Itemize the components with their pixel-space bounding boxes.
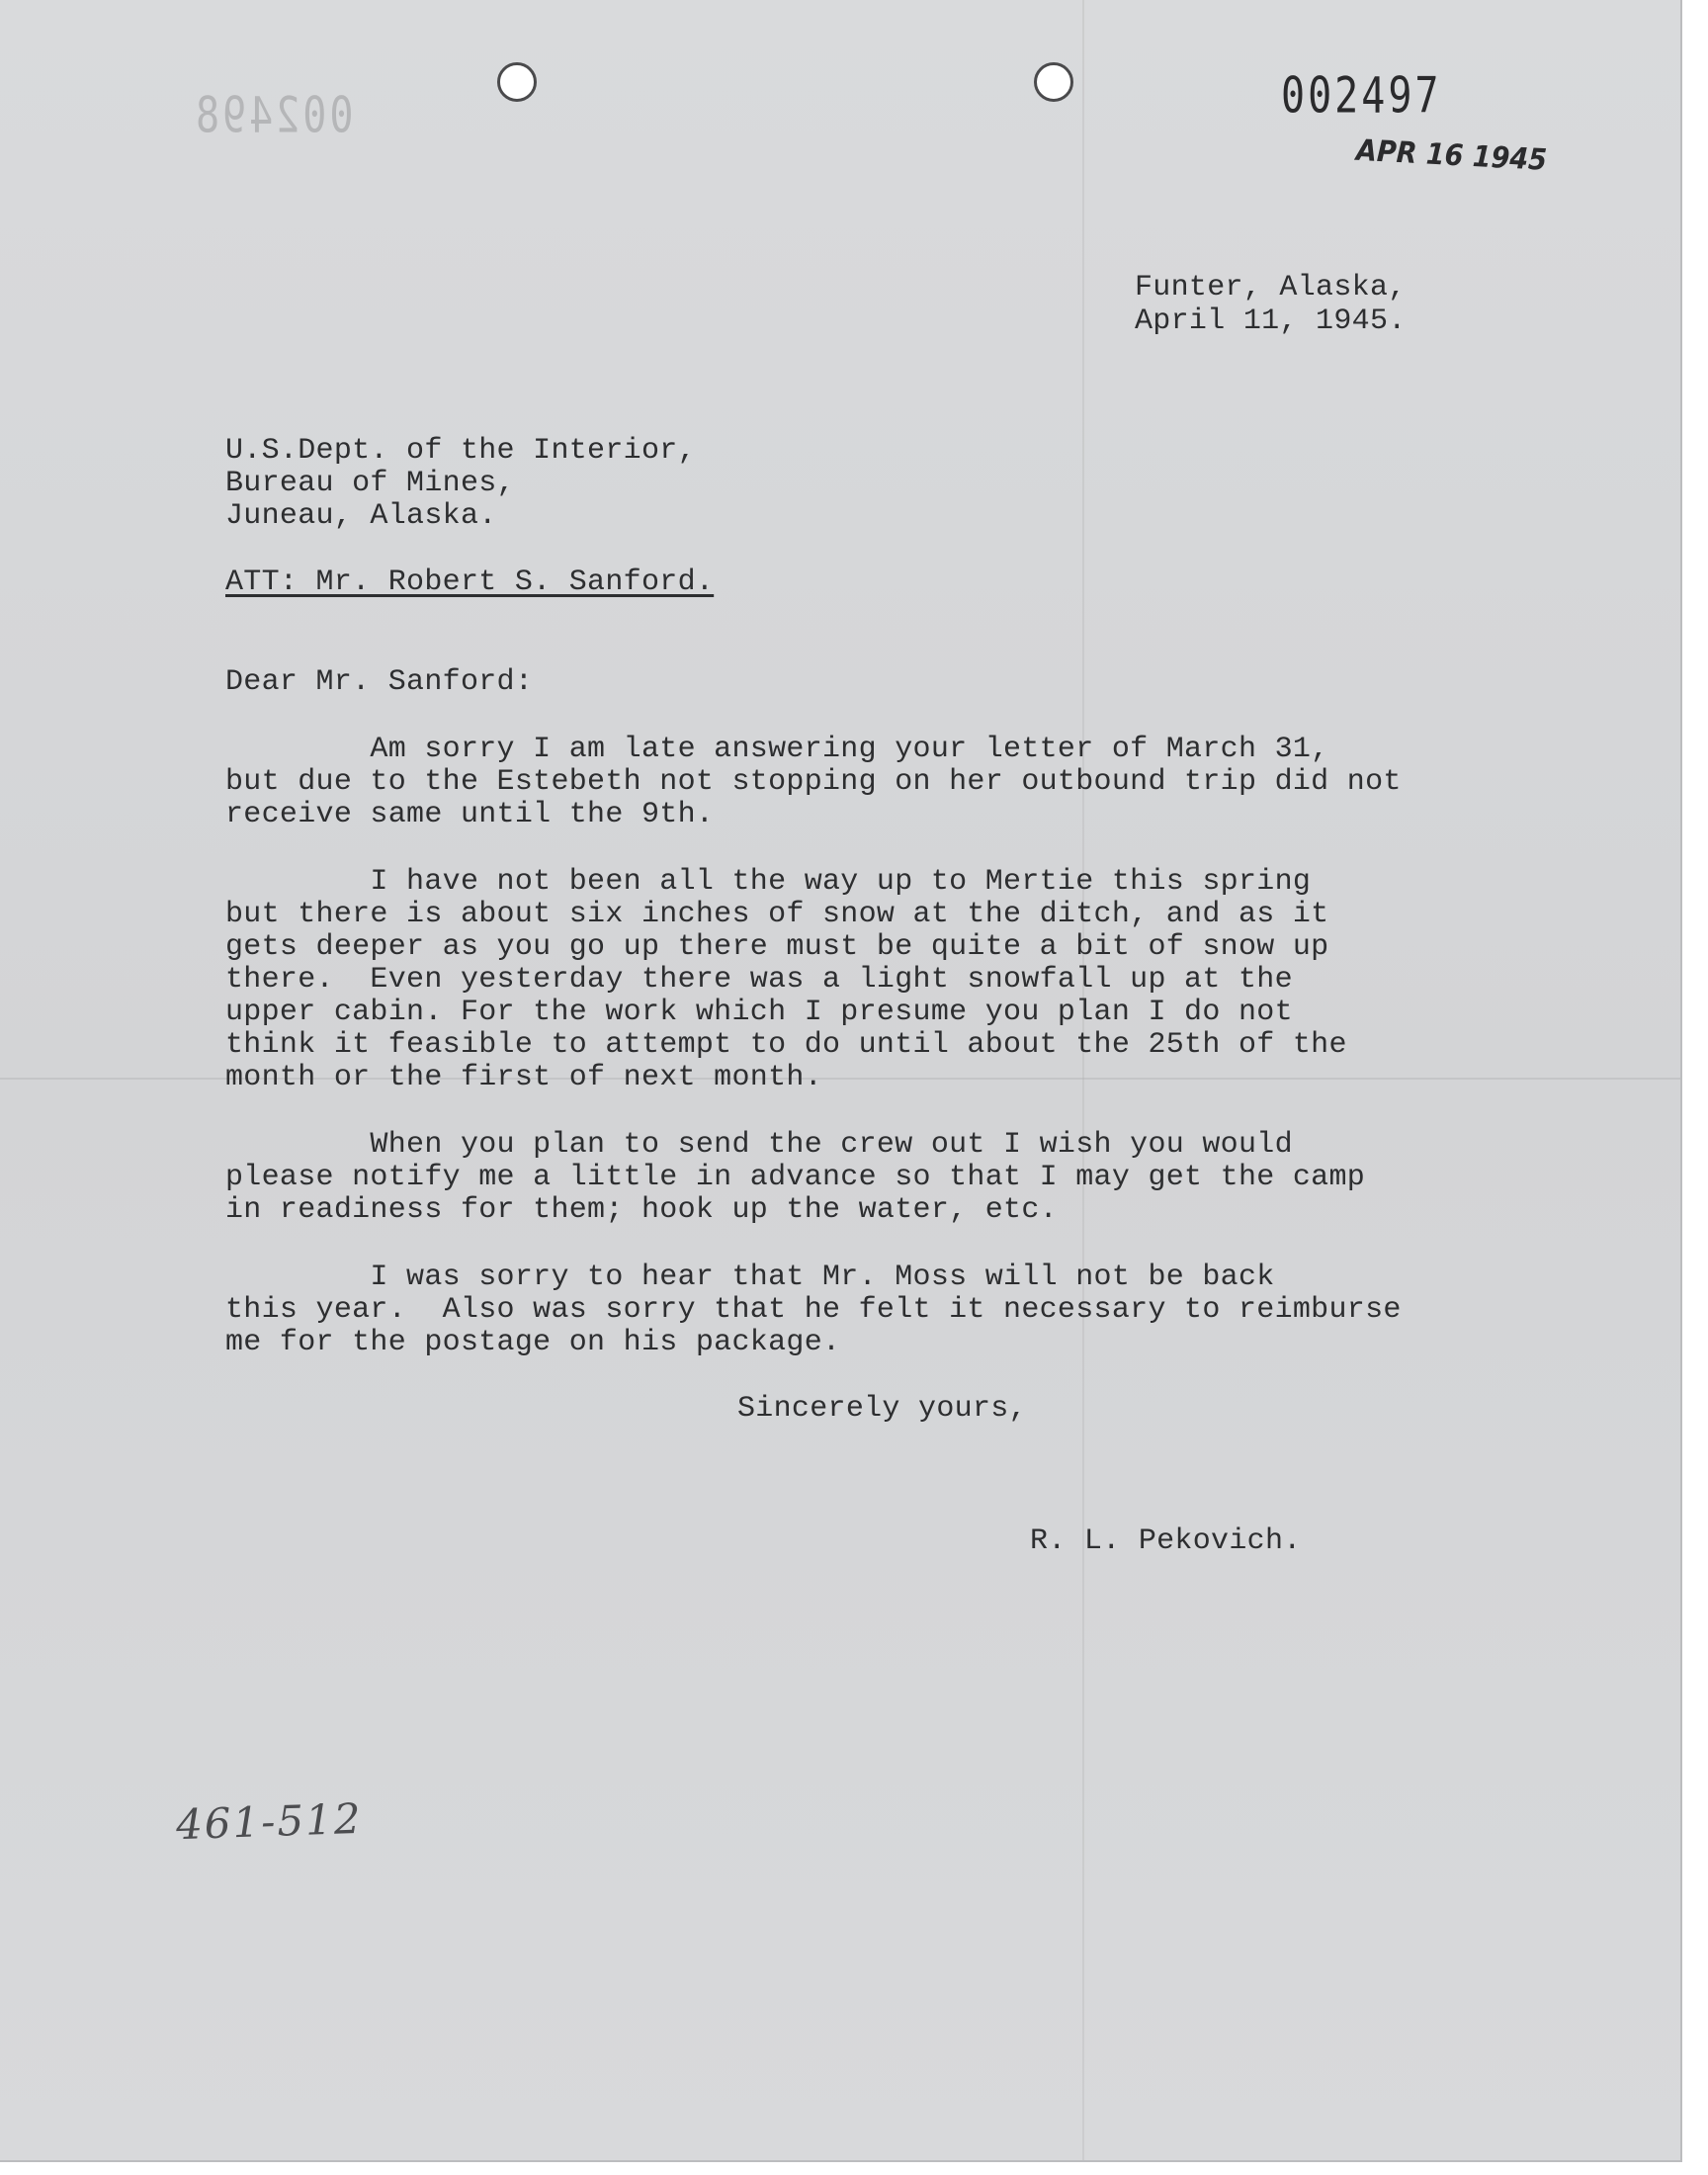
paragraph-3-line: in readiness for them; hook up the water, etc.	[225, 1193, 1058, 1227]
sender-place: Funter, Alaska,	[1135, 271, 1407, 304]
recipient-line-1: U.S.Dept. of the Interior,	[225, 434, 696, 468]
recipient-line-3: Juneau, Alaska.	[225, 499, 497, 533]
control-number-stamp: 002497	[1281, 67, 1442, 125]
paragraph-2-line: there. Even yesterday there was a light snowfall up at the	[225, 963, 1293, 997]
punch-hole-left	[497, 62, 537, 102]
paragraph-4-line: me for the postage on his package.	[225, 1326, 841, 1359]
paragraph-1-line: Am sorry I am late answering your letter of March 31,	[225, 733, 1329, 766]
closing: Sincerely yours,	[737, 1392, 1027, 1426]
signature-name: R. L. Pekovich.	[1030, 1524, 1302, 1558]
salutation: Dear Mr. Sanford:	[225, 665, 534, 699]
attention-line: ATT: Mr. Robert S. Sanford.	[225, 566, 715, 599]
handwritten-file-note: 461-512	[175, 1793, 364, 1850]
paragraph-2-line: think it feasible to attempt to do until about the 25th of the	[225, 1028, 1347, 1062]
recipient-line-2: Bureau of Mines,	[225, 467, 515, 500]
paragraph-2-line: I have not been all the way up to Mertie this spring	[225, 865, 1312, 899]
paragraph-4-line: this year. Also was sorry that he felt it necessary to reimburse	[225, 1293, 1402, 1327]
paragraph-1-line: receive same until the 9th.	[225, 798, 715, 831]
letter-date: April 11, 1945.	[1135, 304, 1407, 338]
paragraph-2-line: but there is about six inches of snow at the ditch, and as it	[225, 898, 1329, 931]
paper-fold-line-vertical	[1082, 0, 1084, 2160]
paragraph-2-line: month or the first of next month.	[225, 1061, 822, 1094]
paragraph-1-line: but due to the Estebeth not stopping on her outbound trip did not	[225, 765, 1402, 799]
bleed-through-number: 002498	[193, 87, 354, 144]
paragraph-2-line: gets deeper as you go up there must be quite a bit of snow up	[225, 930, 1329, 964]
received-date-stamp: APR 16 1945	[1355, 133, 1548, 178]
paragraph-3-line: When you plan to send the crew out I wish you would	[225, 1128, 1293, 1162]
paragraph-3-line: please notify me a little in advance so that I may get the camp	[225, 1161, 1366, 1194]
paragraph-2-line: upper cabin. For the work which I presume you plan I do not	[225, 996, 1293, 1029]
punch-hole-right	[1034, 62, 1073, 102]
paragraph-4-line: I was sorry to hear that Mr. Moss will not be back	[225, 1261, 1275, 1294]
